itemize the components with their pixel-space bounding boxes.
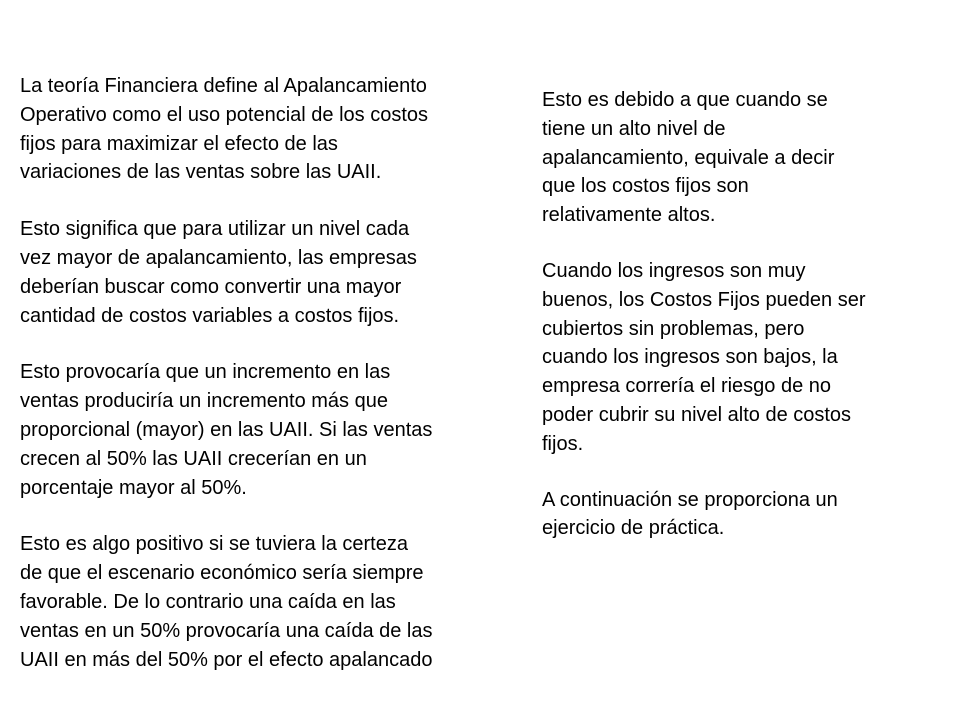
left-paragraph-definition: La teoría Financiera define al Apalancamiento Operativo como el uso potencial de los costos fijos para maximizar el efecto de las variaciones de las ventas sobre las UAII. <box>20 75 428 184</box>
left-paragraph-meaning: Esto significa que para utilizar un nivel cada vez mayor de apalancamiento, las empresas deberían buscar como convertir una mayor cantidad de costos variables a costos fijos. <box>20 218 417 327</box>
left-paragraph-risk: Esto es algo positivo si se tuviera la certeza de que el escenario económico sería siempre favorable. De lo contrario una caída en las ventas en un 50% provocaría una caída de las UAII en más del 50% por el efecto apalancado <box>20 533 433 671</box>
right-text-column <box>542 86 942 570</box>
right-paragraph-reason: Esto es debido a que cuando se tiene un alto nivel de apalancamiento, equivale a decir que los costos fijos son relativamente altos. <box>542 89 835 227</box>
right-paragraph-income: Cuando los ingresos son muy buenos, los Costos Fijos pueden ser cubiertos sin problemas, pero cuando los ingresos son bajos, la empresa correría el riesgo de no poder cubrir su nivel alto de costos fijos. <box>542 259 866 455</box>
right-paragraph-exercise: A continuación se proporciona un ejercicio de práctica. <box>542 488 838 540</box>
left-text-column <box>20 72 530 702</box>
left-paragraph-effect: Esto provocaría que un incremento en las ventas produciría un incremento más que proporcional (mayor) en las UAII. Si las ventas crecen al 50% las UAII crecerían en un porcentaje mayor al 50%. <box>20 361 433 499</box>
